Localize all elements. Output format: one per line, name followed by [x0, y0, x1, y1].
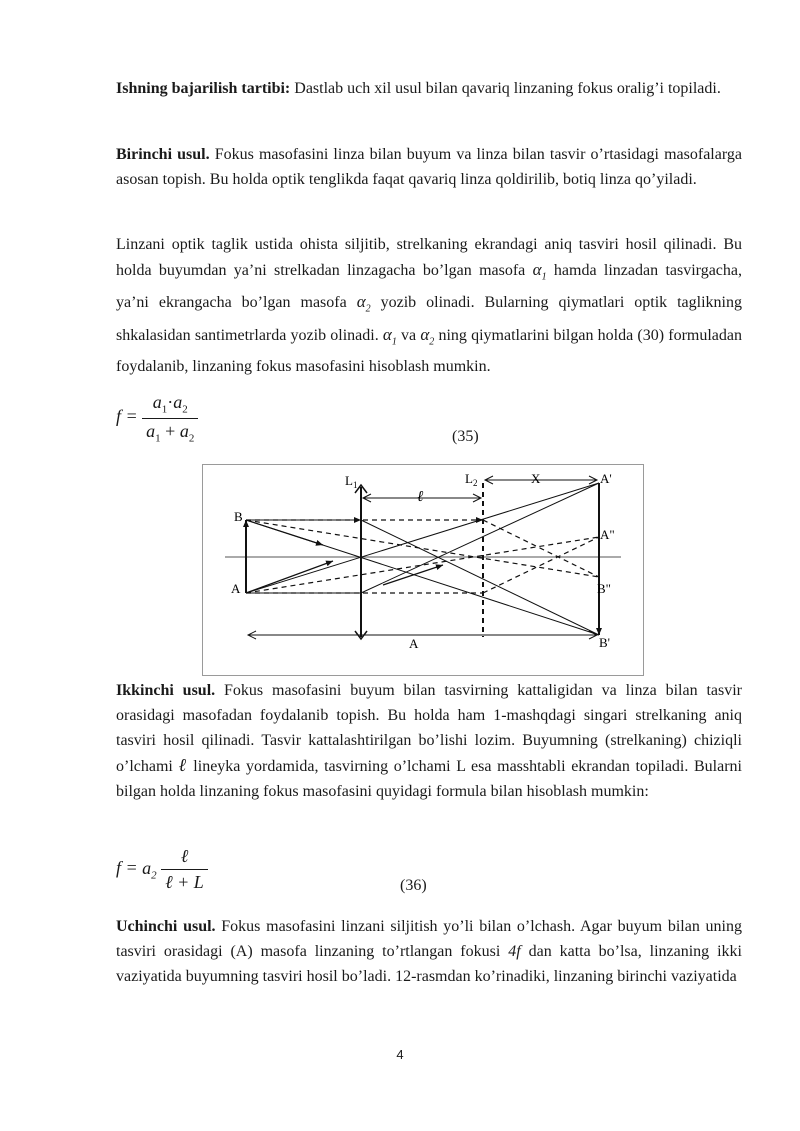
paragraph-procedure	[116, 76, 742, 101]
label-X: X	[531, 471, 541, 486]
paragraph-method-1-details	[116, 232, 742, 379]
var: a	[152, 392, 162, 412]
equation-number-35: (35)	[452, 428, 479, 445]
subscript: 2	[182, 403, 188, 416]
alpha1-symbol	[532, 260, 547, 283]
text-segment: va	[396, 326, 421, 344]
label-B: B	[234, 509, 243, 524]
label-ell: ℓ	[417, 489, 424, 505]
ray-arrow	[246, 561, 333, 593]
plus-operator: +	[165, 420, 176, 441]
var: a	[142, 857, 152, 878]
ray-arrow	[246, 520, 323, 545]
text-segment: yozib olinadi. Bularning qiymatlari optik taglikning shkalasidan santimetrlarda yozib olinadi.	[116, 294, 742, 344]
alpha2-symbol	[420, 324, 435, 348]
ray-diagram-svg	[203, 465, 643, 675]
paragraph-method-3	[116, 914, 742, 989]
text-segment: lineyka yordamida, tasvirning o’lchami L esa masshtabli ekrandan topiladi. Bularni bilgan holda linzaning fokus masofasini quyidagi formula bilan hisoblash mumkin:	[116, 758, 742, 800]
subscript: 1	[541, 271, 547, 283]
text-segment: Linzani optik taglik ustida ohista siljitib, strelkaning ekrandagi aniq tasviri hosil qilinadi. Bu holda buyumdan ya’ni strelkadan linzagacha bo’lgan masofa	[116, 236, 742, 279]
paragraph-method-1	[116, 142, 742, 192]
subscript: 1	[391, 336, 397, 348]
method-1-heading: Birinchi usul.	[116, 146, 210, 163]
label-A: A	[231, 581, 241, 596]
ray-solid	[361, 483, 599, 593]
formula-35	[116, 392, 198, 444]
fraction-numerator: ℓ	[161, 846, 208, 870]
alpha-glyph: α	[356, 292, 366, 312]
subscript: 2	[365, 303, 371, 315]
subscript: 2	[151, 869, 157, 882]
alpha2-symbol	[356, 292, 371, 315]
label-B-double-prime: B"	[597, 581, 611, 596]
text-segment: hamda linzadan tasvirgacha, ya’ni ekrangacha bo’lgan masofa	[116, 262, 743, 312]
alpha1-symbol	[382, 324, 397, 348]
subscript: 2	[188, 432, 195, 445]
procedure-heading: Ishning bajarilish tartibi:	[116, 80, 291, 97]
text-segment: Fokus masofasini buyum bilan tasvirning kattaligidan va linza bilan tasvir orasidagi masofadan foydalanib topish. Bu holda ham 1-mashqdagi singari strelkaning aniq tasviri hosil qilinadi. Tasvir kattalashtirilgan bo’lishi lozim. Buyumning (strelkaning) chiziqli o’lchami	[116, 682, 743, 775]
fraction-denominator: ℓ + L	[165, 872, 204, 892]
label-A-double-prime: A"	[600, 527, 615, 542]
label-L1: $L_1$	[345, 473, 358, 490]
four-f-symbol: 4f	[508, 943, 521, 960]
text-segment: Fokus masofasini linzani siljitish yo’li bilan o’lchash. Agar buyum bilan uning tasviri orasidagi (A) masofa linzaning to’rtlangan fokusi	[116, 918, 743, 960]
alpha-glyph: α	[532, 260, 542, 279]
method-3-heading: Uchinchi usul.	[116, 918, 216, 935]
alpha-glyph: α	[382, 324, 392, 344]
formula-fraction	[161, 846, 208, 893]
var: a	[173, 392, 183, 412]
label-L2: $L_2$	[465, 471, 478, 488]
formula-36	[116, 846, 208, 893]
lens-ray-diagram	[202, 464, 644, 676]
subscript: 1	[155, 432, 161, 445]
dot-operator: ·	[167, 392, 174, 412]
ray-dashed	[483, 520, 599, 577]
ell-symbol: ℓ	[178, 755, 188, 775]
ray-dashed	[246, 520, 599, 577]
text-segment: ning qiymatlarini bilgan holda (30) formuladan foydalanib, linzaning fokus masofasini hisoblash mumkin.	[116, 326, 742, 376]
alpha-glyph: α	[420, 324, 430, 344]
formula-lhs: f =	[116, 857, 138, 878]
fraction-numerator	[142, 392, 198, 419]
method-1-text: Fokus masofasini linza bilan buyum va linza bilan tasvir o’rtasidagi masofalarga asosan topish. Bu holda optik tenglikda faqat qavariq linza qoldirilib, botiq linza qo’yiladi.	[116, 146, 742, 188]
method-2-heading: Ikkinchi usul.	[116, 682, 216, 699]
subscript: 1	[161, 403, 168, 416]
ray-dashed	[483, 537, 599, 593]
text-segment: dan katta bo’lsa, linzaning ikki vaziyatida buyumning tasviri hosil bo’ladi. 12-rasmdan ko’rinadiki, linzaning birinchi vaziyatida	[116, 943, 742, 985]
var: a	[179, 420, 189, 441]
label-B-prime: B'	[599, 635, 611, 650]
paragraph-method-2	[116, 678, 742, 804]
var: a	[146, 420, 156, 441]
label-distance-A: A	[409, 636, 419, 651]
formula-fraction	[142, 392, 198, 444]
formula-factor	[142, 857, 157, 882]
subscript: 2	[429, 336, 435, 348]
page-number: 4	[396, 1047, 404, 1062]
formula-lhs: f =	[116, 406, 138, 427]
fraction-denominator	[142, 419, 198, 445]
procedure-text: Dastlab uch xil usul bilan qavariq linzaning fokus oralig’i topiladi.	[290, 80, 721, 97]
ray-solid	[361, 520, 599, 635]
label-A-prime: A'	[600, 471, 612, 486]
equation-number-36: (36)	[400, 877, 427, 894]
